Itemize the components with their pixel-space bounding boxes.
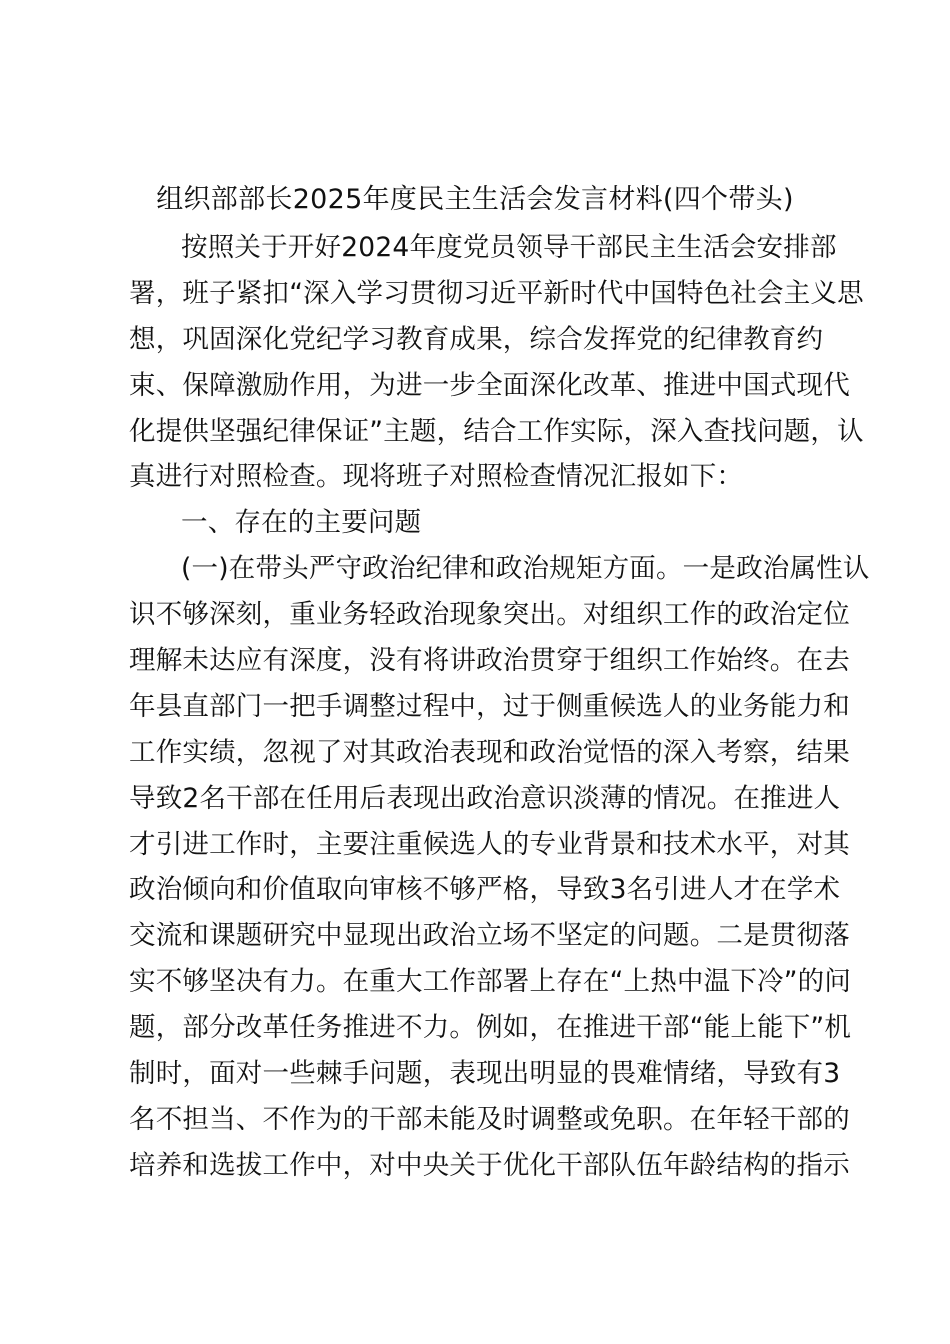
paragraph-line: 才引进工作时，主要注重候选人的专业背景和技术水平，对其 bbox=[129, 828, 850, 860]
paragraph-line: 制时，面对一些棘手问题，表现出明显的畏难情绪，导致有3 bbox=[129, 1058, 841, 1090]
paragraph-line: 题，部分改革任务推进不力。例如，在推进干部“能上能下”机 bbox=[129, 1012, 852, 1044]
paragraph-line: 政治倾向和价值取向审核不够严格，导致3名引进人才在学术 bbox=[129, 874, 841, 906]
paragraph-line: 培养和选拔工作中，对中央关于优化干部队伍年龄结构的指示 bbox=[129, 1149, 850, 1181]
paragraph-line: 识不够深刻，重业务轻政治现象突出。对组织工作的政治定位 bbox=[129, 599, 850, 631]
paragraph-line: 理解未达应有深度，没有将讲政治贯穿于组织工作始终。在去 bbox=[129, 645, 850, 677]
document-body bbox=[129, 225, 870, 1189]
document-title: 组织部部长2025年度民主生活会发言材料(四个带头) bbox=[156, 184, 794, 215]
paragraph-line: 实不够坚决有力。在重大工作部署上存在“上热中温下冷”的问 bbox=[129, 966, 852, 998]
section-heading: 一、存在的主要问题 bbox=[181, 507, 422, 539]
paragraph-line: 名不担当、不作为的干部未能及时调整或免职。在年轻干部的 bbox=[129, 1103, 850, 1135]
paragraph-line: 交流和课题研究中显现出政治立场不坚定的问题。二是贯彻落 bbox=[129, 920, 850, 952]
paragraph-line: 想，巩固深化党纪学习教育成果，综合发挥党的纪律教育约 bbox=[129, 323, 824, 355]
paragraph-line: (一)在带头严守政治纪律和政治规矩方面。一是政治属性认 bbox=[181, 553, 870, 585]
paragraph-line: 按照关于开好2024年度党员领导干部民主生活会安排部 bbox=[181, 232, 837, 263]
paragraph-line: 署，班子紧扣“深入学习贯彻习近平新时代中国特色社会主义思 bbox=[129, 277, 864, 309]
paragraph-line: 化提供坚强纪律保证”主题，结合工作实际，深入查找问题，认 bbox=[129, 415, 864, 447]
paragraph-line: 导致2名干部在任用后表现出政治意识淡薄的情况。在推进人 bbox=[129, 782, 841, 814]
paragraph-line: 束、保障激励作用，为进一步全面深化改革、推进中国式现代 bbox=[129, 369, 850, 401]
paragraph-line: 工作实绩，忽视了对其政治表现和政治觉悟的深入考察，结果 bbox=[129, 736, 850, 768]
paragraph-line: 真进行对照检查。现将班子对照检查情况汇报如下： bbox=[129, 461, 744, 493]
paragraph-line: 年县直部门一把手调整过程中，过于侧重候选人的业务能力和 bbox=[129, 690, 850, 722]
